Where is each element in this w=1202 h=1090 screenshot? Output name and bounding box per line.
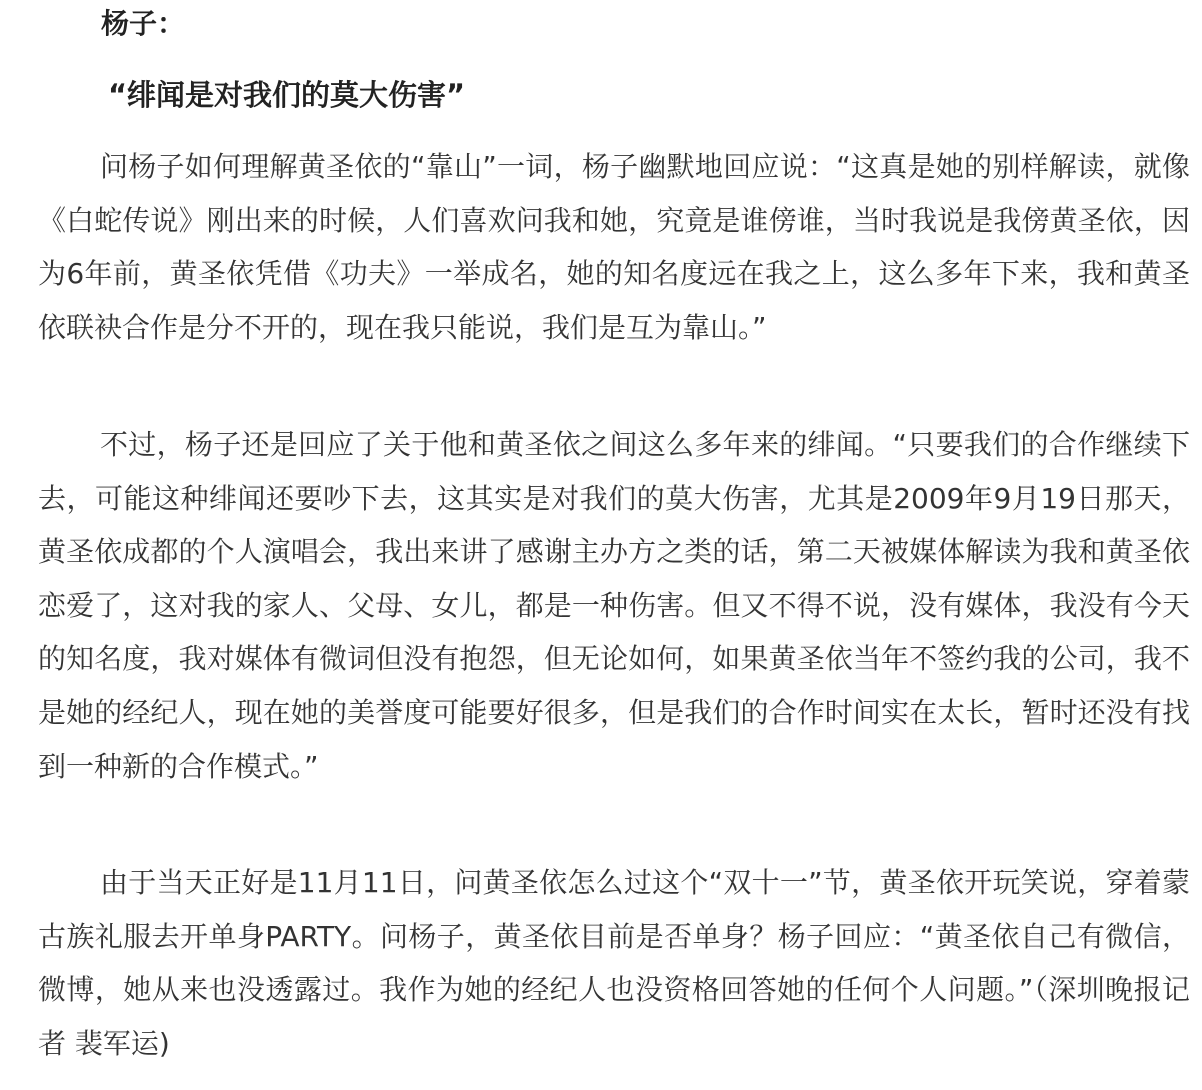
speaker-heading: 杨子： [101, 7, 186, 40]
paragraph: 问杨子如何理解黄圣依的“靠山”一词，杨子幽默地回应说：“这真是她的别样解读，就像《白蛇传说》刚出来的时候，人们喜欢问我和她，究竟是谁傍谁，当时我说是我傍黄圣依，因为6年前，黄圣依凭借《功夫》一举成名，她的知名度远在我之上，这么多年下来，我和黄圣依联袂合作是分不开的，现在我只能说，我们是互为靠山。” [38, 150, 1190, 344]
article-headline: “绯闻是对我们的莫大伤害” [108, 78, 466, 112]
paragraph: 由于当天正好是11月11日，问黄圣依怎么过这个“双十一”节，黄圣依开玩笑说，穿着蒙古族礼服去开单身PARTY。问杨子，黄圣依目前是否单身？杨子回应：“黄圣依自己有微信，微博，她从来也没透露过。我作为她的经纪人也没资格回答她的任何个人问题。”（深圳晚报记者 裴军运) [38, 866, 1190, 1060]
paragraph: 不过，杨子还是回应了关于他和黄圣依之间这么多年来的绯闻。“只要我们的合作继续下去，可能这种绯闻还要吵下去，这其实是对我们的莫大伤害，尤其是2009年9月19日那天，黄圣依成都的个人演唱会，我出来讲了感谢主办方之类的话，第二天被媒体解读为我和黄圣依恋爱了，这对我的家人、父母、女儿，都是一种伤害。但又不得不说，没有媒体，我没有今天的知名度，我对媒体有微词但没有抱怨，但无论如何，如果黄圣依当年不签约我的公司，我不是她的经纪人，现在她的美誉度可能要好很多，但是我们的合作时间实在太长，暂时还没有找到一种新的合作模式。” [38, 428, 1190, 783]
